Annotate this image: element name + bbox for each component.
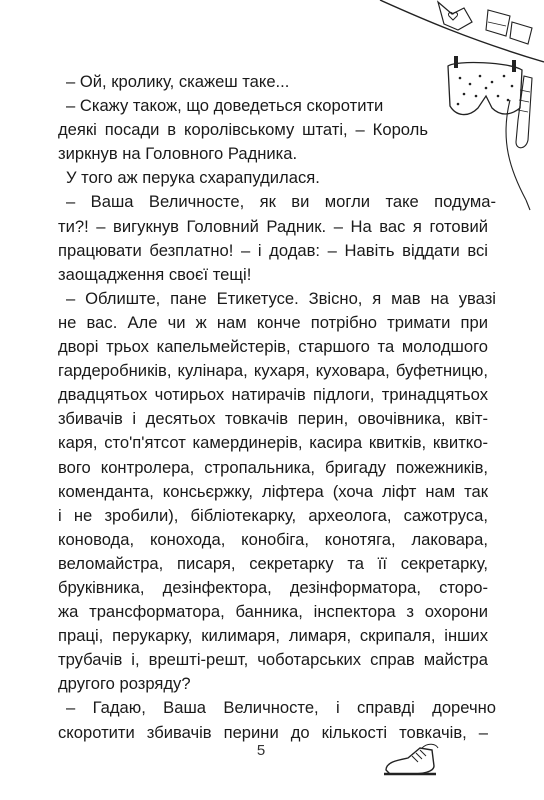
text-line: – Скажу також, що доведеться скоротити <box>66 96 384 116</box>
text-line: – Облиште, пане Етикетусе. Звісно, я мав на увазі <box>66 288 496 308</box>
text-line: коменданта, консьєржку, ліфтера (хоча ліфт нам так <box>58 481 488 501</box>
text-line: праці, перукарку, килимаря, лимаря, скрипаля, інших <box>58 626 488 646</box>
text-line: У того аж перука схарапудилася. <box>66 168 320 188</box>
text-line: каря, сто'п'ятсот камердинерів, касира квитків, квитко- <box>58 433 488 453</box>
text-line: збивачів і десятьох товкачів перин, овочівника, квіт- <box>58 409 488 429</box>
page-number: 5 <box>256 742 266 759</box>
text-line: коновода, конохода, конобіга, конотяга, лаковара, <box>58 529 488 549</box>
text-line: працювати безплатно! – і додав: – Навіть віддати всі <box>58 240 488 260</box>
text-line: веломайстра, писаря, секретарку та її секретарку, <box>58 553 488 573</box>
text-line: гардеробників, кулінара, кухаря, куховара, буфетницю, <box>58 361 488 381</box>
text-line: вого контролера, стропальника, бригаду пожежників, <box>58 457 488 477</box>
text-line: – Ваша Величносте, як ви могли таке подума- <box>66 192 496 212</box>
text-line: – Гадаю, Ваша Величносте, і справді доречно <box>66 698 496 718</box>
body-text <box>58 70 496 745</box>
text-line: трубачів і, врешті-решт, чоботарських справ майстра <box>58 650 488 670</box>
text-line: заощадження своєї тещі! <box>58 264 252 284</box>
text-line: скоротити збивачів перини до кількості товкачів, – <box>58 722 488 742</box>
text-line: деякі посади в королівському штаті, – Король <box>58 120 428 140</box>
text-line: другого розряду? <box>58 674 191 694</box>
shoe-illustration <box>382 742 442 778</box>
text-line: не вас. Але чи ж нам конче потрібно тримати при <box>58 312 488 332</box>
text-line: дворі трьох капельмейстерів, старшого та молодшого <box>58 337 488 357</box>
text-line: – Ой, кролику, скажеш таке... <box>66 72 290 91</box>
text-line: зиркнув на Головного Радника. <box>58 144 298 164</box>
text-line: і не зробили), бібліотекарку, археолога, сажотруса, <box>58 505 488 525</box>
text-line: двадцятьох чотирьох натирачів підлоги, тринадцятьох <box>58 385 488 405</box>
text-line: бруківника, дезінфектора, дезінформатора, сторо- <box>58 577 488 597</box>
text-line: ти?! – вигукнув Головний Радник. – На вас я готовий <box>58 216 488 236</box>
text-line: жа трансформатора, банника, інспектора з охорони <box>58 602 488 622</box>
